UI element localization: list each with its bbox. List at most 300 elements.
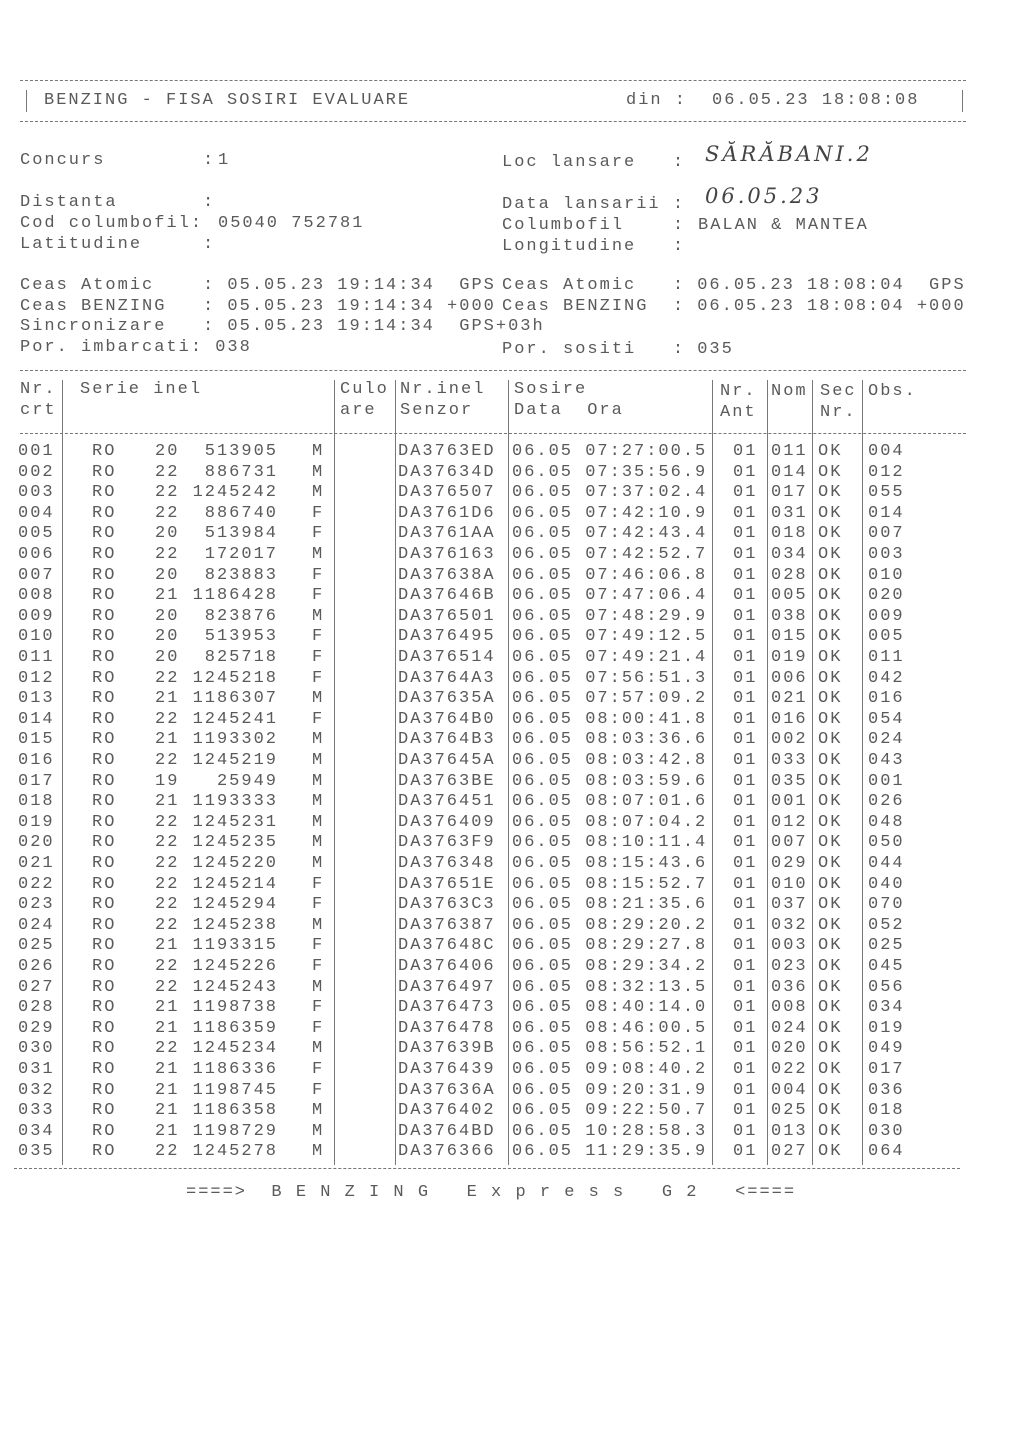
country: RO: [92, 895, 117, 915]
ring-year: 22: [155, 1142, 180, 1162]
row-number: 006: [18, 545, 55, 564]
longitudine-label: Longitudine :: [502, 237, 686, 256]
arrival-time: 07:47:06.4: [585, 586, 708, 606]
country: RO: [92, 854, 117, 873]
nominal: 018: [771, 524, 808, 544]
country: RO: [92, 812, 117, 832]
table-row: [0, 1122, 1024, 1142]
arrival-date: 06.05: [512, 462, 574, 482]
sex: M: [312, 442, 325, 461]
arrival-time: 08:32:13.5: [585, 977, 708, 997]
table-row: [0, 833, 1024, 853]
table-row: [0, 1019, 1024, 1039]
arrival-date: 06.05: [512, 648, 574, 667]
country: RO: [92, 833, 117, 853]
nominal: 011: [771, 442, 808, 461]
antenna: 01: [733, 730, 758, 750]
ring-number: 1245231: [192, 812, 278, 832]
sec-status: OK: [818, 586, 843, 606]
ring-number: 1198745: [192, 1080, 278, 1100]
arrival-time: 08:07:04.2: [585, 812, 708, 832]
country: RO: [92, 751, 117, 770]
sec-status: OK: [818, 936, 843, 956]
ring-year: 21: [155, 1080, 180, 1100]
ring-year: 22: [155, 483, 180, 503]
ring-number: 1245226: [192, 957, 278, 976]
ring-year: 19: [155, 771, 180, 791]
ring-year: 22: [155, 545, 180, 564]
antenna: 01: [733, 936, 758, 956]
antenna: 01: [733, 1018, 758, 1038]
country: RO: [92, 648, 117, 667]
report-date: 06.05.23 18:08:08: [712, 91, 920, 110]
arrival-date: 06.05: [512, 812, 574, 832]
arrival-time: 09:08:40.2: [585, 1060, 708, 1079]
arrival-date: 06.05: [512, 606, 574, 626]
sensor-id: DA37648C: [398, 936, 496, 956]
table-row: [0, 1142, 1024, 1162]
country: RO: [92, 524, 117, 544]
report-title: BENZING - FISA SOSIRI EVALUARE: [44, 91, 411, 110]
arrival-date: 06.05: [512, 874, 574, 894]
sensor-id: DA37638A: [398, 565, 496, 585]
sex: M: [312, 606, 325, 626]
sex: M: [312, 751, 325, 770]
report-date-label: din :: [626, 91, 688, 110]
distanta-label: Distanta :: [20, 193, 216, 212]
sec-status: OK: [818, 1121, 843, 1141]
sensor-id: DA376473: [398, 998, 496, 1018]
country: RO: [92, 606, 117, 626]
arrival: [512, 1122, 707, 1142]
row-number: 028: [18, 998, 55, 1018]
sex: F: [312, 648, 325, 667]
sec-status: OK: [818, 751, 843, 770]
table-row: [0, 545, 1024, 565]
sex: F: [312, 668, 325, 688]
sec-status: OK: [818, 833, 843, 853]
country: RO: [92, 1018, 117, 1038]
nominal: 010: [771, 874, 808, 894]
table-row: [0, 978, 1024, 998]
arrival-date: 06.05: [512, 1101, 574, 1121]
observation: 042: [868, 668, 905, 688]
ceas-atomic-start: Ceas Atomic : 05.05.23 19:14:34 GPS: [20, 276, 496, 295]
observation: 043: [868, 751, 905, 770]
sensor-id: DA37636A: [398, 1080, 496, 1100]
sex: F: [312, 627, 325, 647]
sex: F: [312, 1018, 325, 1038]
col-sosire: Sosire: [514, 380, 588, 399]
sex: M: [312, 462, 325, 482]
sec-status: OK: [818, 648, 843, 667]
arrival: [512, 669, 707, 689]
sex: M: [312, 1142, 325, 1162]
ring-year: 22: [155, 1039, 180, 1059]
arrival: [512, 772, 707, 792]
arrival-time: 07:48:29.9: [585, 606, 708, 626]
ring-year: 22: [155, 915, 180, 935]
concurs-label: Concurs :: [20, 151, 216, 170]
col-serie-inel: Serie inel: [80, 380, 203, 399]
ring-year: 21: [155, 792, 180, 812]
cod-columbofil-label: Cod columbofil:: [20, 214, 204, 233]
nominal: 019: [771, 648, 808, 667]
sex: M: [312, 545, 325, 564]
nominal: 024: [771, 1018, 808, 1038]
observation: 014: [868, 503, 905, 523]
columbofil-label: Columbofil :: [502, 216, 686, 235]
observation: 050: [868, 833, 905, 853]
table-row: [0, 524, 1024, 544]
arrival: [512, 875, 707, 895]
row-number: 004: [18, 503, 55, 523]
observation: 009: [868, 606, 905, 626]
antenna: 01: [733, 957, 758, 976]
ring-number: 1245238: [192, 915, 278, 935]
arrival-date: 06.05: [512, 586, 574, 606]
sex: M: [312, 977, 325, 997]
sex: F: [312, 895, 325, 915]
divider: [20, 80, 966, 81]
sec-status: OK: [818, 977, 843, 997]
table-row: [0, 895, 1024, 915]
arrival-time: 07:27:00.5: [585, 442, 708, 461]
antenna: 01: [733, 627, 758, 647]
col-sec-nr: Nr.: [820, 403, 857, 422]
observation: 045: [868, 957, 905, 976]
footer-banner: ====> B E N Z I N G E x p r e s s G 2 <====: [186, 1183, 797, 1202]
ring-number: 513984: [204, 524, 278, 544]
sec-status: OK: [818, 771, 843, 791]
arrival: [512, 504, 707, 524]
data-lansarii-label: Data lansarii :: [502, 195, 686, 214]
arrival: [512, 607, 707, 627]
sensor-id: DA376495: [398, 627, 496, 647]
sex: F: [312, 936, 325, 956]
ring-year: 20: [155, 524, 180, 544]
arrival-time: 11:29:35.9: [585, 1142, 708, 1162]
table-row: [0, 875, 1024, 895]
ceas-atomic-end: Ceas Atomic : 06.05.23 18:08:04 GPS: [502, 276, 966, 295]
sec-status: OK: [818, 792, 843, 812]
observation: 003: [868, 545, 905, 564]
row-number: 034: [18, 1121, 55, 1141]
cod-columbofil-value: 05040 752781: [218, 214, 365, 233]
table-row: [0, 916, 1024, 936]
observation: 004: [868, 442, 905, 461]
sex: M: [312, 1121, 325, 1141]
arrival-time: 08:21:35.6: [585, 895, 708, 915]
sec-status: OK: [818, 627, 843, 647]
country: RO: [92, 668, 117, 688]
country: RO: [92, 792, 117, 812]
sex: F: [312, 1060, 325, 1079]
arrival-time: 07:37:02.4: [585, 483, 708, 503]
row-number: 016: [18, 751, 55, 770]
arrival-date: 06.05: [512, 1142, 574, 1162]
observation: 012: [868, 462, 905, 482]
nominal: 004: [771, 1080, 808, 1100]
row-number: 015: [18, 730, 55, 750]
row-number: 018: [18, 792, 55, 812]
table-row: [0, 607, 1024, 627]
observation: 020: [868, 586, 905, 606]
arrival-time: 07:57:09.2: [585, 689, 708, 709]
porumbei-sositi: Por. sositi : 035: [502, 340, 734, 359]
sensor-id: DA376507: [398, 483, 496, 503]
table-row: [0, 1101, 1024, 1121]
row-number: 001: [18, 442, 55, 461]
nominal: 032: [771, 915, 808, 935]
arrival-time: 07:49:21.4: [585, 648, 708, 667]
antenna: 01: [733, 792, 758, 812]
ring-number: 1198729: [192, 1121, 278, 1141]
antenna: 01: [733, 812, 758, 832]
arrival-time: 08:29:20.2: [585, 915, 708, 935]
arrival-date: 06.05: [512, 895, 574, 915]
col-crt: crt: [20, 401, 57, 420]
ring-year: 20: [155, 565, 180, 585]
col-culoare: Culo: [340, 380, 389, 399]
arrival-date: 06.05: [512, 1121, 574, 1141]
divider: [14, 1168, 960, 1169]
observation: 054: [868, 709, 905, 729]
sec-status: OK: [818, 545, 843, 564]
row-number: 003: [18, 483, 55, 503]
col-senzor: Senzor: [400, 401, 474, 420]
sensor-id: DA376478: [398, 1018, 496, 1038]
table-row: [0, 957, 1024, 977]
concurs-value: 1: [218, 151, 231, 170]
sensor-id: DA376387: [398, 915, 496, 935]
nominal: 025: [771, 1101, 808, 1121]
sex: F: [312, 998, 325, 1018]
ring-year: 22: [155, 977, 180, 997]
arrival: [512, 1039, 707, 1059]
country: RO: [92, 730, 117, 750]
ring-year: 20: [155, 627, 180, 647]
antenna: 01: [733, 895, 758, 915]
observation: 010: [868, 565, 905, 585]
country: RO: [92, 503, 117, 523]
sensor-id: DA376409: [398, 812, 496, 832]
divider: [962, 90, 963, 112]
antenna: 01: [733, 483, 758, 503]
arrival: [512, 1019, 707, 1039]
ring-year: 21: [155, 998, 180, 1018]
row-number: 022: [18, 874, 55, 894]
table-row: [0, 751, 1024, 771]
sensor-id: DA3764B3: [398, 730, 496, 750]
arrival-date: 06.05: [512, 503, 574, 523]
observation: 024: [868, 730, 905, 750]
row-number: 023: [18, 895, 55, 915]
nominal: 007: [771, 833, 808, 853]
table-row: [0, 463, 1024, 483]
country: RO: [92, 627, 117, 647]
table-row: [0, 813, 1024, 833]
arrival: [512, 751, 707, 771]
arrival: [512, 998, 707, 1018]
table-row: [0, 627, 1024, 647]
table-row: [0, 689, 1024, 709]
nominal: 015: [771, 627, 808, 647]
ring-number: 1245214: [192, 874, 278, 894]
ring-number: 1245234: [192, 1039, 278, 1059]
nominal: 002: [771, 730, 808, 750]
country: RO: [92, 1121, 117, 1141]
country: RO: [92, 1039, 117, 1059]
ceas-benzing-end: Ceas BENZING : 06.05.23 18:08:04 +000: [502, 297, 966, 316]
arrival-date: 06.05: [512, 730, 574, 750]
arrival: [512, 442, 707, 462]
observation: 056: [868, 977, 905, 997]
arrival-time: 08:15:43.6: [585, 854, 708, 873]
ring-number: 1245294: [192, 895, 278, 915]
sec-status: OK: [818, 483, 843, 503]
arrival-time: 08:03:42.8: [585, 751, 708, 770]
sex: M: [312, 771, 325, 791]
columbofil-value: BALAN & MANTEA: [698, 216, 869, 235]
arrival-date: 06.05: [512, 524, 574, 544]
arrival-date: 06.05: [512, 936, 574, 956]
nominal: 033: [771, 751, 808, 770]
sex: F: [312, 586, 325, 606]
divider: [20, 433, 966, 434]
table-row: [0, 1060, 1024, 1080]
row-number: 027: [18, 977, 55, 997]
sex: M: [312, 689, 325, 709]
col-ant: Ant: [720, 403, 757, 422]
country: RO: [92, 586, 117, 606]
observation: 055: [868, 483, 905, 503]
arrival-date: 06.05: [512, 627, 574, 647]
sensor-id: DA3763C3: [398, 895, 496, 915]
table-row: [0, 998, 1024, 1018]
nominal: 008: [771, 998, 808, 1018]
antenna: 01: [733, 833, 758, 853]
row-number: 008: [18, 586, 55, 606]
row-number: 032: [18, 1080, 55, 1100]
antenna: 01: [733, 565, 758, 585]
antenna: 01: [733, 854, 758, 873]
table-row: [0, 1081, 1024, 1101]
antenna: 01: [733, 709, 758, 729]
sensor-id: DA37634D: [398, 462, 496, 482]
sec-status: OK: [818, 998, 843, 1018]
country: RO: [92, 709, 117, 729]
row-number: 017: [18, 771, 55, 791]
sex: F: [312, 524, 325, 544]
nominal: 012: [771, 812, 808, 832]
antenna: 01: [733, 874, 758, 894]
country: RO: [92, 565, 117, 585]
nominal: 006: [771, 668, 808, 688]
row-number: 025: [18, 936, 55, 956]
sex: F: [312, 709, 325, 729]
antenna: 01: [733, 442, 758, 461]
antenna: 01: [733, 606, 758, 626]
observation: 052: [868, 915, 905, 935]
observation: 026: [868, 792, 905, 812]
arrival-date: 06.05: [512, 957, 574, 976]
country: RO: [92, 545, 117, 564]
arrival: [512, 957, 707, 977]
table-row: [0, 504, 1024, 524]
arrival-date: 06.05: [512, 1060, 574, 1079]
table-row: [0, 442, 1024, 462]
observation: 064: [868, 1142, 905, 1162]
observation: 036: [868, 1080, 905, 1100]
arrival-time: 09:20:31.9: [585, 1080, 708, 1100]
antenna: 01: [733, 1101, 758, 1121]
arrival: [512, 627, 707, 647]
country: RO: [92, 462, 117, 482]
sec-status: OK: [818, 709, 843, 729]
ring-number: 1193302: [192, 730, 278, 750]
col-culoare-2: are: [340, 401, 377, 420]
observation: 034: [868, 998, 905, 1018]
row-number: 029: [18, 1018, 55, 1038]
country: RO: [92, 1060, 117, 1079]
arrival-date: 06.05: [512, 977, 574, 997]
ring-number: 823876: [204, 606, 278, 626]
row-number: 010: [18, 627, 55, 647]
arrival: [512, 545, 707, 565]
table-row: [0, 854, 1024, 874]
ring-year: 22: [155, 812, 180, 832]
antenna: 01: [733, 668, 758, 688]
col-nr-inel: Nr.inel: [400, 380, 486, 399]
row-number: 019: [18, 812, 55, 832]
sensor-id: DA37646B: [398, 586, 496, 606]
arrival: [512, 483, 707, 503]
ring-number: 1245218: [192, 668, 278, 688]
sensor-id: DA37635A: [398, 689, 496, 709]
data-lansarii-handwritten: 06.05.23: [705, 184, 823, 208]
ring-year: 21: [155, 1121, 180, 1141]
nominal: 022: [771, 1060, 808, 1079]
antenna: 01: [733, 648, 758, 667]
antenna: 01: [733, 524, 758, 544]
arrival-time: 08:07:01.6: [585, 792, 708, 812]
ring-year: 22: [155, 751, 180, 770]
divider: [20, 370, 966, 371]
row-number: 021: [18, 854, 55, 873]
sex: F: [312, 1080, 325, 1100]
arrival: [512, 566, 707, 586]
nominal: 036: [771, 977, 808, 997]
arrival: [512, 813, 707, 833]
sincronizare: Sincronizare : 05.05.23 19:14:34 GPS+03h: [20, 317, 545, 336]
ring-year: 22: [155, 462, 180, 482]
arrival: [512, 1101, 707, 1121]
nominal: 001: [771, 792, 808, 812]
sensor-id: DA376514: [398, 648, 496, 667]
ring-number: 1245241: [192, 709, 278, 729]
row-number: 024: [18, 915, 55, 935]
table-row: [0, 1039, 1024, 1059]
ring-year: 21: [155, 586, 180, 606]
sensor-id: DA376163: [398, 545, 496, 564]
col-obs: Obs.: [868, 382, 917, 401]
table-row: [0, 772, 1024, 792]
antenna: 01: [733, 915, 758, 935]
sec-status: OK: [818, 1080, 843, 1100]
row-number: 026: [18, 957, 55, 976]
arrival: [512, 586, 707, 606]
